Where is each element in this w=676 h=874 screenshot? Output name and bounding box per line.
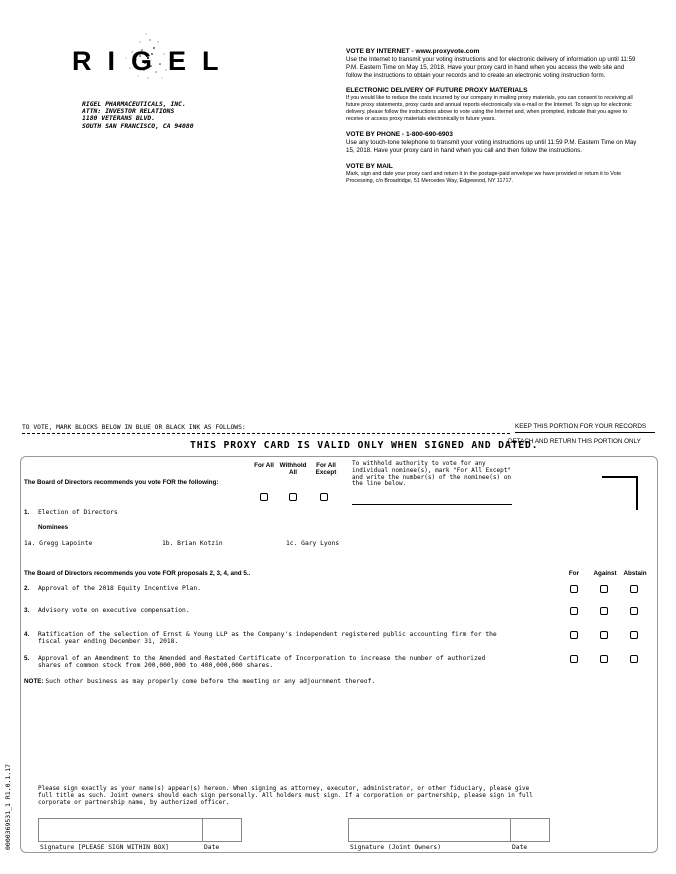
proposal-4-text: Ratification of the selection of Ernst & Young LLP as the Company's independent registered public accounting firm for the fiscal year ending December 31, 2018.	[38, 631, 497, 645]
address-line: SOUTH SAN FRANCISCO, CA 94080	[82, 121, 194, 130]
joint-date-label: Date	[512, 844, 528, 851]
proposal-5-for-checkbox[interactable]	[570, 655, 578, 663]
col-for-all-except: For All Except	[315, 462, 337, 476]
detach-label: DETACH AND RETURN THIS PORTION ONLY	[508, 438, 641, 445]
date-label: Date	[204, 844, 220, 851]
proposal-5-text: Approval of an Amendment to the Amended and Restated Certificate of Incorporation to increase the number of authorized shares of common stock from 200,000,000 to 400,000,000 shares.	[38, 655, 486, 669]
joint-date-box[interactable]	[510, 818, 550, 842]
proposal-2-abstain-checkbox[interactable]	[630, 585, 638, 593]
proposals-recommend: The Board of Directors recommends you vote FOR proposals 2, 3, 4, and 5..	[24, 570, 251, 577]
date-box[interactable]	[202, 818, 242, 842]
proposal-2-against-checkbox[interactable]	[600, 585, 608, 593]
proposal-3-num: 3.	[24, 607, 30, 614]
withhold-all-checkbox[interactable]	[289, 493, 297, 501]
keep-rule	[515, 432, 655, 433]
col-for-all: For All	[254, 462, 274, 469]
proposal-5-against-checkbox[interactable]	[600, 655, 608, 663]
proposal-2-for-checkbox[interactable]	[570, 585, 578, 593]
proposal-2-text: Approval of the 2018 Equity Incentive Plan.	[38, 585, 202, 592]
address-line: 1180 VETERANS BLVD.	[82, 114, 156, 123]
phone-text: Use any touch-tone telephone to transmit your voting instructions up until 11:59 P.M. Eastern Time on May 15, 2018. Have your proxy card in hand when you call and then follow the instructions.	[346, 139, 637, 155]
nominee-1c: 1c. Gary Lyons	[286, 540, 340, 547]
mark-corner	[602, 476, 638, 510]
internet-title: VOTE BY INTERNET - www.proxyvote.com	[346, 48, 480, 55]
proposal-2-num: 2.	[24, 585, 30, 592]
nominees-label: Nominees	[38, 524, 69, 531]
proposal-3-abstain-checkbox[interactable]	[630, 607, 638, 615]
detach-line	[22, 433, 510, 434]
proposal-3-for-checkbox[interactable]	[570, 607, 578, 615]
proposal-5-abstain-checkbox[interactable]	[630, 655, 638, 663]
withhold-instruction: To withhold authority to vote for any individual nominee(s), mark "For All Except" and write the number(s) of the nominee(s) on the line below.	[352, 460, 511, 488]
company-address	[82, 101, 194, 130]
address-line: RIGEL PHARMACEUTICALS, INC.	[82, 100, 186, 108]
address-line: ATTN: INVESTOR RELATIONS	[82, 107, 175, 116]
proposal-4-for-checkbox[interactable]	[570, 631, 578, 639]
proposal-5-num: 5.	[24, 655, 30, 662]
mail-text: Mark, sign and date your proxy card and return it in the postage-paid envelope we have provided or return it to Vote Processing, c/o Broadridge, 51 Mercedes Way, Edgewood, NY 11717.	[346, 170, 622, 184]
note-text: Such other business as may properly come before the meeting or any adjournment thereof.	[45, 678, 376, 685]
internet-text: Use the Internet to transmit your voting instructions and for electronic delivery of information up until 11:59 P.M. Eastern Time on May 15, 2018. Have your proxy card in hand when you access the web site and follow the instructions to obtain your records and to create an electronic voting instruction form.	[346, 56, 636, 79]
for-all-checkbox[interactable]	[260, 493, 268, 501]
mark-instruction: TO VOTE, MARK BLOCKS BELOW IN BLUE OR BLACK INK AS FOLLOWS:	[22, 424, 246, 431]
nominee-1a: 1a. Gregg Lapointe	[24, 540, 93, 547]
signature-label: Signature [PLEASE SIGN WITHIN BOX]	[40, 844, 169, 851]
joint-signature-label: Signature (Joint Owners)	[350, 844, 441, 851]
for-all-except-checkbox[interactable]	[320, 493, 328, 501]
item-1-label: Election of Directors	[38, 509, 118, 516]
electronic-title: ELECTRONIC DELIVERY OF FUTURE PROXY MATERIALS	[346, 87, 528, 95]
col-for: For	[568, 570, 580, 577]
nominee-1b: 1b. Brian Kotzin	[162, 540, 223, 547]
mail-title: VOTE BY MAIL	[346, 162, 393, 170]
col-withhold-all: Withhold All	[279, 462, 307, 476]
electronic-text: If you would like to reduce the costs incurred by our company in mailing proxy materials, you can consent to receiving all future proxy statements, proxy cards and annual reports electronically via e-mail or the Internet. To sign up for electronic delivery, please follow the instructions above to vote using the Internet and, when prompted, indicate that you agree to receive or access proxy materials electronically in future years.	[346, 95, 633, 123]
proposal-4-abstain-checkbox[interactable]	[630, 631, 638, 639]
proposal-4-against-checkbox[interactable]	[600, 631, 608, 639]
voting-instructions	[346, 48, 638, 193]
col-abstain: Abstain	[623, 570, 647, 577]
valid-notice: THIS PROXY CARD IS VALID ONLY WHEN SIGNED AND DATED.	[190, 440, 539, 451]
joint-signature-box[interactable]	[348, 818, 511, 842]
side-code: 0000369531_1 R1.0.1.17	[4, 763, 12, 850]
item-1-num: 1.	[24, 509, 30, 516]
signature-box[interactable]	[38, 818, 203, 842]
logo-text: RIGEL	[72, 46, 235, 76]
except-write-line[interactable]	[352, 504, 512, 505]
signature-instructions: Please sign exactly as your name(s) appear(s) hereon. When signing as attorney, executor, administrator, or other fiduciary, please give full title as such. Joint owners should each sign personally. All holders must sign. If a corporation or partnership, please sign in full corporate or partnership name, by authorized officer.	[38, 785, 533, 806]
note	[24, 678, 375, 685]
note-label: NOTE:	[24, 678, 44, 685]
proposal-3-text: Advisory vote on executive compensation.	[38, 607, 190, 614]
phone-title: VOTE BY PHONE - 1-800-690-6903	[346, 131, 453, 139]
proposal-4-num: 4.	[24, 631, 30, 638]
col-against: Against	[593, 570, 617, 577]
proposal-3-against-checkbox[interactable]	[600, 607, 608, 615]
election-recommend: The Board of Directors recommends you vote FOR the following:	[24, 479, 219, 486]
keep-portion-label: KEEP THIS PORTION FOR YOUR RECORDS	[515, 423, 647, 430]
